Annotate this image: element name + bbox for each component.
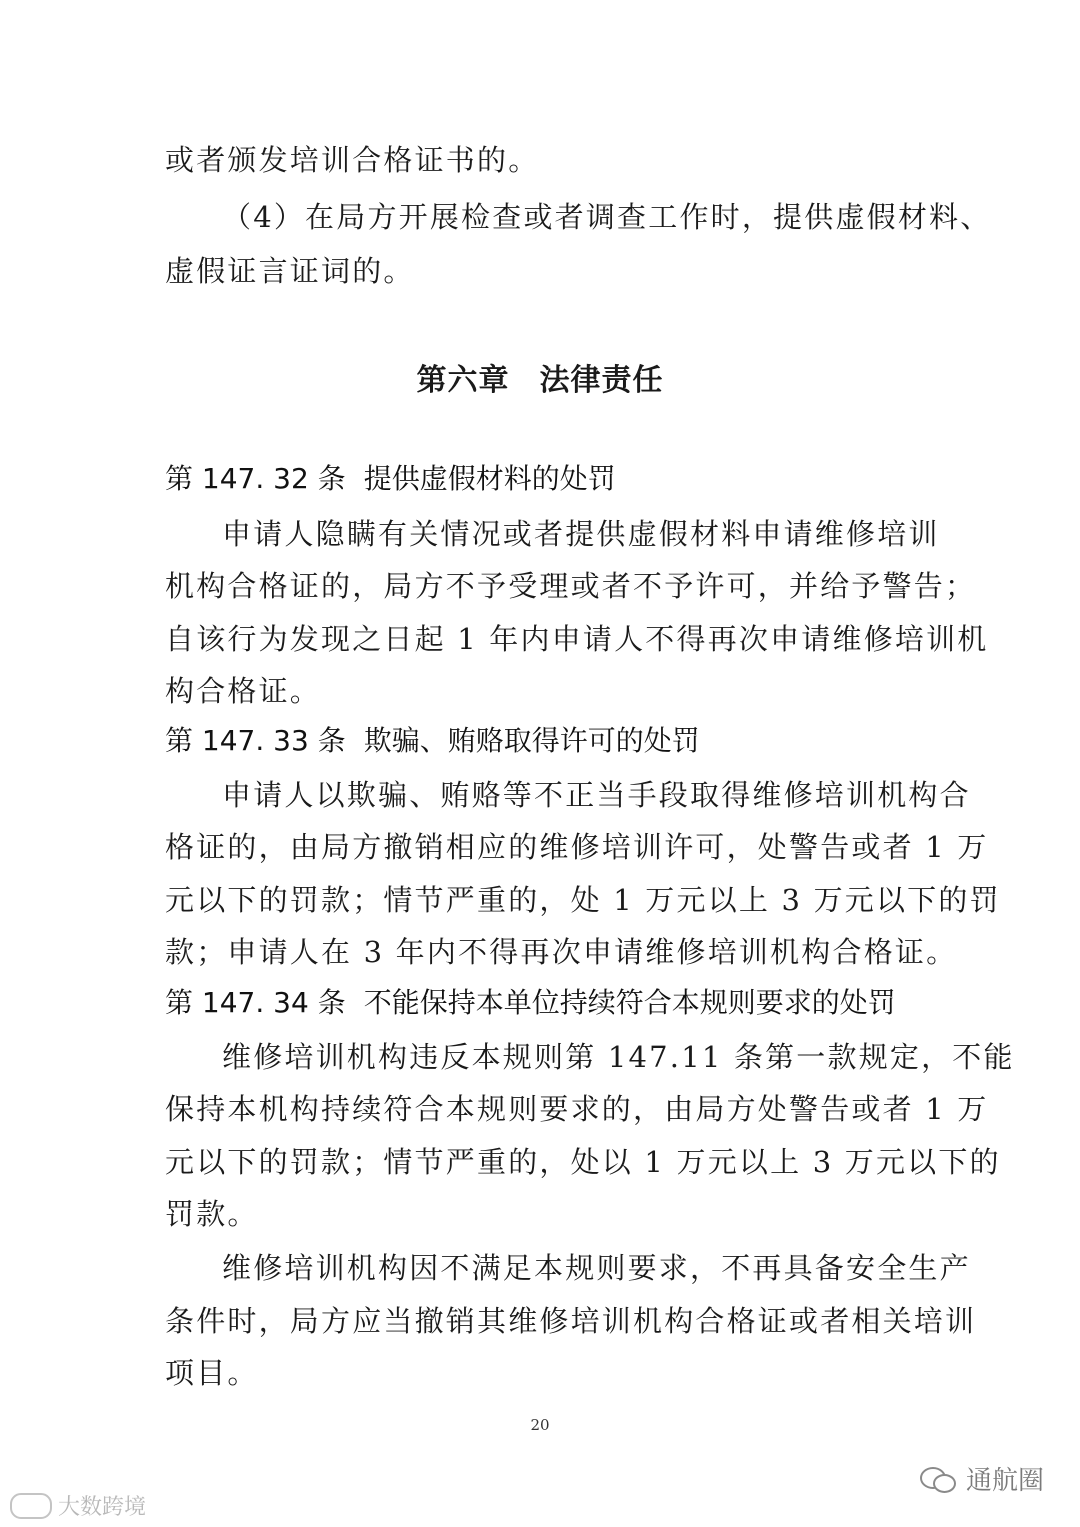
text-line: 申请人以欺骗、贿赂等不正当手段取得维修培训机构合 xyxy=(222,778,971,812)
watermark-left xyxy=(10,1490,146,1521)
text-line: 项目。 xyxy=(165,1356,259,1390)
article-heading xyxy=(165,460,616,498)
article-number: 第 147. 33 条 xyxy=(165,724,346,757)
text-line: 或者颁发培训合格证书的。 xyxy=(165,143,540,177)
text-line: 自该行为发现之日起 1 年内申请人不得再次申请维修培训机 xyxy=(165,622,989,656)
article-number: 第 147. 34 条 xyxy=(165,986,346,1019)
chapter-heading xyxy=(0,355,1080,399)
text-line: 格证的，由局方撤销相应的维修培训许可，处警告或者 1 万 xyxy=(165,830,989,864)
article-title: 提供虚假材料的处罚 xyxy=(363,462,616,495)
text-line: 元以下的罚款；情节严重的，处 1 万元以上 3 万元以下的罚 xyxy=(165,883,1001,917)
article-heading xyxy=(165,984,896,1022)
text-line: 元以下的罚款；情节严重的，处以 1 万元以上 3 万元以下的 xyxy=(165,1145,1001,1179)
text-line: 维修培训机构违反本规则第 147.11 条第一款规定，不能 xyxy=(222,1040,1015,1074)
text-line: 罚款。 xyxy=(165,1197,259,1231)
watermark-left-text: 大数跨境 xyxy=(58,1495,147,1520)
text-line: 构合格证。 xyxy=(165,674,322,708)
text-line: 虚假证言证词的。 xyxy=(165,254,415,288)
chapter-number: 第六章 xyxy=(416,363,510,398)
watermark-right-text: 通航圈 xyxy=(965,1466,1044,1496)
article-title: 不能保持本单位持续符合本规则要求的处罚 xyxy=(363,986,896,1019)
article-title: 欺骗、贿赂取得许可的处罚 xyxy=(363,724,700,757)
page-number: 20 xyxy=(530,1416,550,1434)
chapter-title: 法律责任 xyxy=(539,363,664,398)
text-line: （4）在局方开展检查或者调查工作时，提供虚假材料、 xyxy=(222,200,992,234)
text-line: 申请人隐瞒有关情况或者提供虚假材料申请维修培训 xyxy=(222,517,940,551)
article-heading xyxy=(165,722,700,760)
text-line: 条件时，局方应当撤销其维修培训机构合格证或者相关培训 xyxy=(165,1304,977,1338)
wechat-icon xyxy=(920,1465,956,1493)
text-line: 保持本机构持续符合本规则要求的，由局方处警告或者 1 万 xyxy=(165,1092,989,1126)
text-line: 维修培训机构因不满足本规则要求，不再具备安全生产 xyxy=(222,1251,971,1285)
watermark-right xyxy=(920,1460,1044,1497)
text-line: 机构合格证的，局方不予受理或者不予许可，并给予警告； xyxy=(165,569,977,603)
article-number: 第 147. 32 条 xyxy=(165,462,346,495)
text-line: 款；申请人在 3 年内不得再次申请维修培训机构合格证。 xyxy=(165,935,958,969)
brand-logo-icon xyxy=(10,1493,52,1519)
